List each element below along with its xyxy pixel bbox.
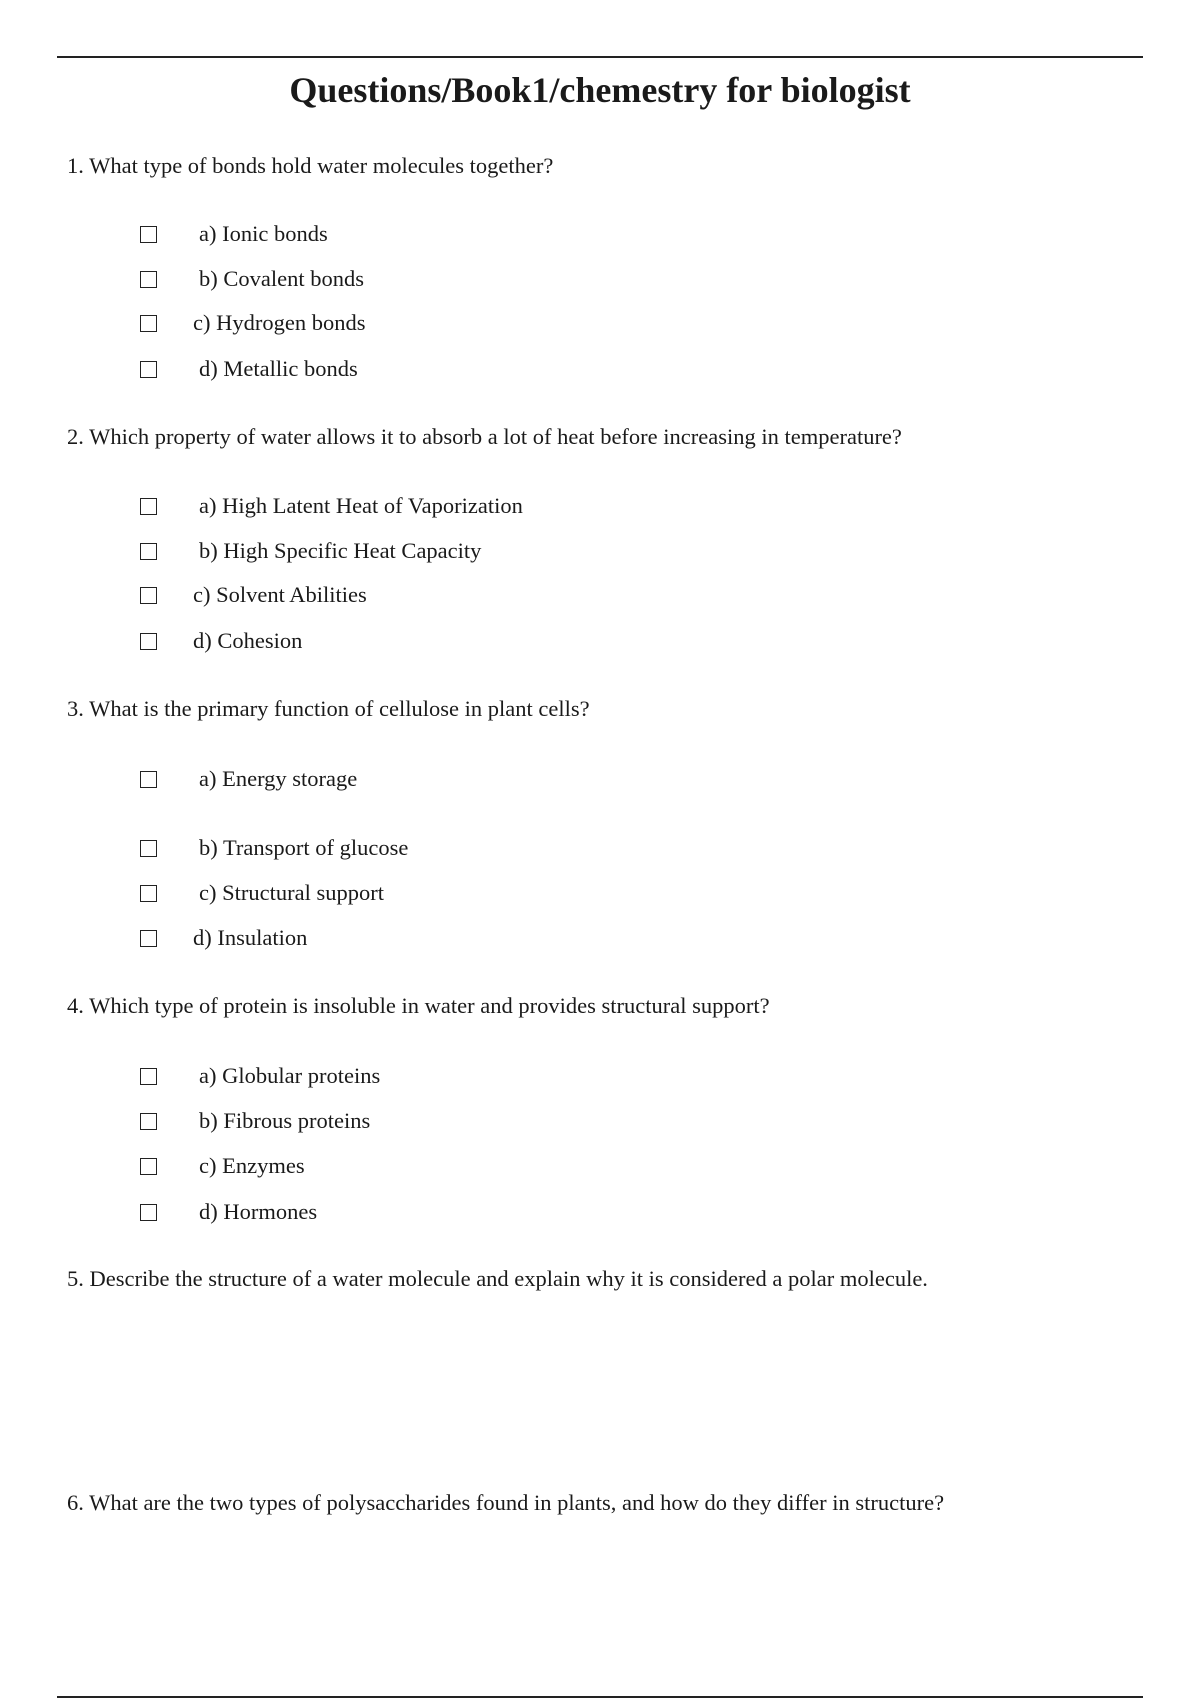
option-label: d) Hormones [199, 1199, 318, 1224]
top-rule [57, 56, 1143, 58]
option-label: c) Hydrogen bonds [193, 310, 366, 335]
checkbox[interactable] [140, 1113, 157, 1130]
option-label: a) Globular proteins [199, 1063, 381, 1088]
bottom-rule [57, 1696, 1143, 1698]
question-1-option-d[interactable] [140, 354, 358, 384]
question-1-text: 1. What type of bonds hold water molecules together? [67, 153, 554, 178]
question-2-option-c[interactable] [140, 580, 367, 610]
option-label: b) High Specific Heat Capacity [199, 538, 482, 563]
question-4-option-a[interactable] [140, 1061, 380, 1091]
question-2-option-d[interactable] [140, 626, 302, 656]
question-3-option-c[interactable] [140, 878, 384, 908]
checkbox[interactable] [140, 771, 157, 788]
checkbox[interactable] [140, 587, 157, 604]
option-label: a) Ionic bonds [199, 221, 328, 246]
option-label: d) Insulation [193, 925, 308, 950]
question-2-option-b[interactable] [140, 536, 481, 566]
option-label: b) Transport of glucose [199, 835, 409, 860]
checkbox[interactable] [140, 1068, 157, 1085]
checkbox[interactable] [140, 633, 157, 650]
question-3-option-b[interactable] [140, 833, 408, 863]
checkbox[interactable] [140, 543, 157, 560]
question-3-option-d[interactable] [140, 923, 307, 953]
option-label: c) Structural support [199, 880, 384, 905]
checkbox[interactable] [140, 840, 157, 857]
checkbox[interactable] [140, 315, 157, 332]
checkbox[interactable] [140, 498, 157, 515]
option-label: b) Covalent bonds [199, 266, 364, 291]
option-label: d) Cohesion [193, 628, 303, 653]
checkbox[interactable] [140, 885, 157, 902]
checkbox[interactable] [140, 930, 157, 947]
checkbox[interactable] [140, 1204, 157, 1221]
question-6-text: 6. What are the two types of polysaccharides found in plants, and how do they differ in structure? [67, 1490, 945, 1515]
question-4-option-c[interactable] [140, 1151, 305, 1181]
question-1-option-b[interactable] [140, 264, 364, 294]
question-1-option-c[interactable] [140, 308, 365, 338]
option-label: c) Enzymes [199, 1153, 305, 1178]
option-label: c) Solvent Abilities [193, 582, 367, 607]
question-3-option-a[interactable] [140, 764, 357, 794]
question-1-option-a[interactable] [140, 219, 328, 249]
question-3-text: 3. What is the primary function of cellulose in plant cells? [67, 696, 590, 721]
question-2-text: 2. Which property of water allows it to absorb a lot of heat before increasing in temperature? [67, 424, 902, 449]
option-label: a) Energy storage [199, 766, 358, 791]
checkbox[interactable] [140, 1158, 157, 1175]
option-label: d) Metallic bonds [199, 356, 358, 381]
checkbox[interactable] [140, 226, 157, 243]
checkbox[interactable] [140, 361, 157, 378]
question-4-text: 4. Which type of protein is insoluble in water and provides structural support? [67, 993, 770, 1018]
option-label: a) High Latent Heat of Vaporization [199, 493, 523, 518]
option-label: b) Fibrous proteins [199, 1108, 371, 1133]
question-5-text: 5. Describe the structure of a water molecule and explain why it is considered a polar molecule. [67, 1266, 928, 1291]
question-2-option-a[interactable] [140, 491, 523, 521]
checkbox[interactable] [140, 271, 157, 288]
question-4-option-d[interactable] [140, 1197, 317, 1227]
page-title: Questions/Book1/chemestry for biologist [289, 70, 911, 110]
question-4-option-b[interactable] [140, 1106, 370, 1136]
